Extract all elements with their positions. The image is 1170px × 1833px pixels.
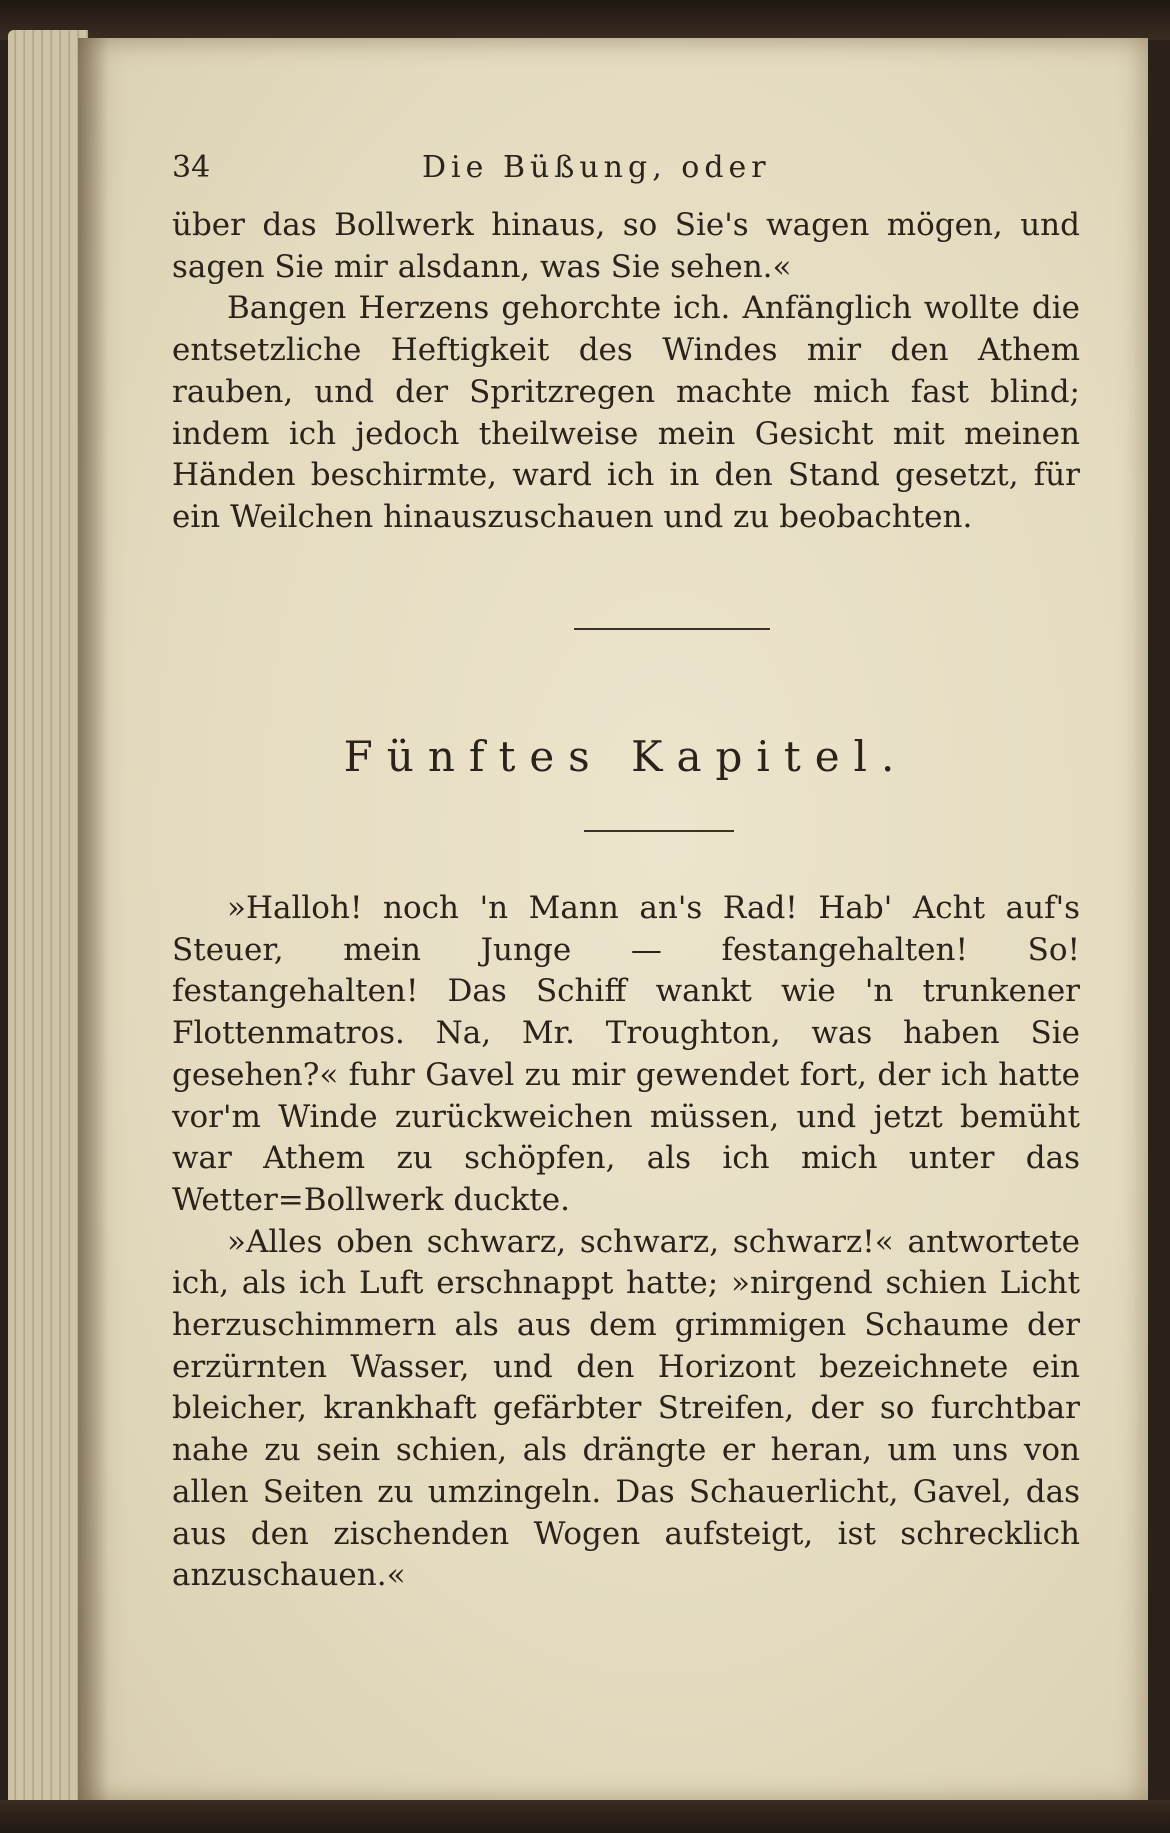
running-title: Die Büßung, oder [422, 150, 771, 185]
page-gutter-shadow [78, 38, 108, 1803]
page-edges [8, 30, 88, 1810]
page-number: 34 [172, 150, 211, 185]
paragraph: über das Bollwerk hinaus, so Sie's wagen mögen, und sagen Sie mir alsdann, was Sie sehen.« [172, 207, 1080, 285]
paragraph: »Alles oben schwarz, schwarz, schwarz!« antwortete ich, als ich Luft erschnappt hatte; »nirgend schien Licht herzuschimmern als aus dem grimmigen Schaume der erzürnten Wasser, und den Horizont bezeichnete ein bleicher, krankhaft gefärbter Streifen, der so furchtbar nahe zu sein schien, als drängte er heran, um uns von allen Seiten zu umzingeln. Das Schauerlicht, Gavel, das aus den zischenden Wogen aufsteigt, ist schrecklich anzuschauen.« [172, 1223, 1080, 1594]
section-divider-rule [574, 628, 770, 630]
page-header [172, 150, 872, 190]
book-cover-edge-top [0, 0, 1170, 40]
chapter-title-rule [584, 830, 734, 832]
text-section-top [172, 205, 1080, 539]
chapter-title: Fünftes Kapitel. [343, 732, 909, 781]
paragraph: Bangen Herzens gehorchte ich. Anfänglich wollte die entsetzliche Heftigkeit des Windes mir den Athem rauben, und der Spritzregen machte mich fast blind; indem ich jedoch theilweise mein Gesicht mit meinen Händen beschirmte, ward ich in den Stand gesetzt, für ein Weilchen hinauszuschauen und zu beobachten. [172, 290, 1080, 535]
paragraph: »Halloh! noch 'n Mann an's Rad! Hab' Acht auf's Steuer, mein Junge — festangehalten! So! festangehalten! Das Schiff wankt wie 'n trunkener Flottenmatros. Na, Mr. Troughton, was haben Sie gesehen?« fuhr Gavel zu mir gewendet fort, der ich hatte vor'm Winde zurückweichen müssen, und jetzt bemüht war Athem zu schöpfen, als ich mich unter das Wetter=Bollwerk duckte. [172, 890, 1080, 1218]
text-section-bottom [172, 888, 1080, 1597]
book-cover-edge-bottom [0, 1800, 1170, 1833]
